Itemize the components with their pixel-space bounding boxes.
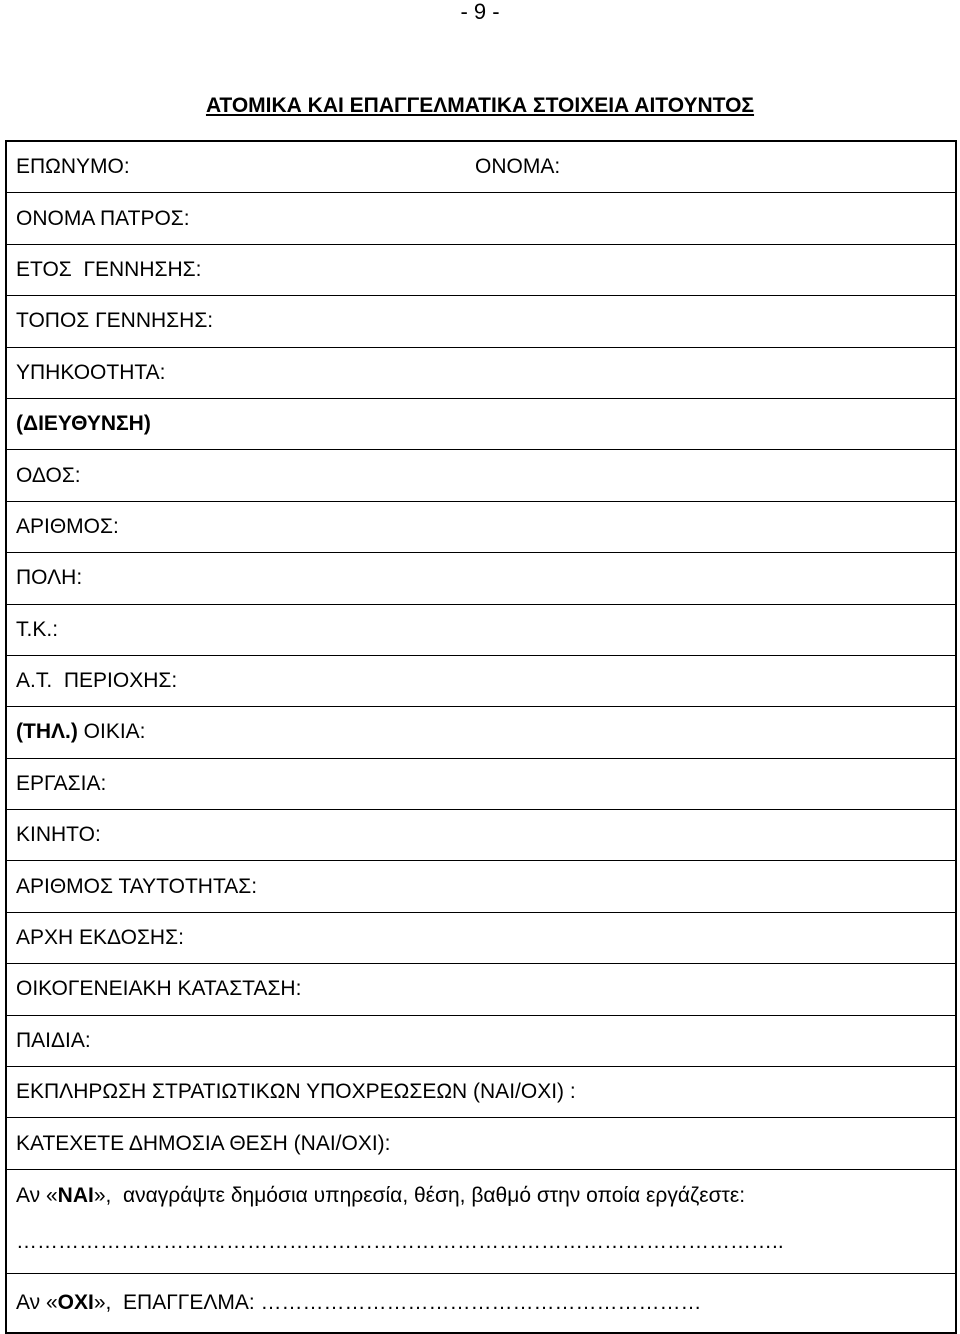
page-number: - 9 - bbox=[460, 0, 500, 24]
surname-row bbox=[7, 142, 955, 193]
children-label: ΠΑΙΔΙΑ: bbox=[16, 1028, 91, 1052]
number-label: ΑΡΙΘΜΟΣ: bbox=[16, 514, 119, 538]
phone-home-row bbox=[7, 707, 955, 758]
postal-code-label: Τ.Κ.: bbox=[16, 617, 59, 641]
phone-work-row bbox=[7, 759, 955, 810]
yes-keyword: ΝΑΙ bbox=[57, 1183, 94, 1207]
surname-label: ΕΠΩΝΥΜΟ: bbox=[16, 155, 130, 179]
no-keyword: ΟΧΙ bbox=[57, 1290, 94, 1314]
father-name-row bbox=[7, 193, 955, 244]
phone-home-label: ΟΙΚΙΑ: bbox=[77, 720, 146, 744]
postal-code-row bbox=[7, 605, 955, 656]
birth-year-row bbox=[7, 245, 955, 296]
document-title: ΑΤΟΜΙΚΑ ΚΑΙ ΕΠΑΓΓΕΛΜΑΤΙΚΑ ΣΤΟΙΧΕΙΑ ΑΙΤΟΥΝΤΟΣ bbox=[205, 94, 755, 117]
public-position-row bbox=[7, 1118, 955, 1169]
area-postal-label: Α.Τ. ΠΕΡΙΟΧΗΣ: bbox=[16, 669, 178, 693]
city-row bbox=[7, 553, 955, 604]
marital-status-row bbox=[7, 964, 955, 1015]
street-row bbox=[7, 450, 955, 501]
birth-year-label: ΕΤΟΣ ΓΕΝΝΗΣΗΣ: bbox=[16, 257, 202, 281]
no-suffix: », ΕΠΑΓΓΕΛΜΑ: ……………………………………………………… bbox=[93, 1290, 702, 1314]
yes-prefix: Αν « bbox=[16, 1183, 58, 1207]
area-postal-row bbox=[7, 656, 955, 707]
citizenship-label: ΥΠΗΚΟΟΤΗΤΑ: bbox=[16, 360, 166, 384]
yes-dots-line: ……………………………………………………………………………………………….. bbox=[16, 1229, 784, 1253]
citizenship-row bbox=[7, 348, 955, 399]
id-number-label: ΑΡΙΘΜΟΣ ΤΑΥΤΟΤΗΤΑΣ: bbox=[16, 874, 258, 898]
name-label: ΟΝΟΜΑ: bbox=[475, 155, 561, 179]
number-row bbox=[7, 502, 955, 553]
birth-place-label: ΤΟΠΟΣ ΓΕΝΝΗΣΗΣ: bbox=[16, 309, 214, 333]
issuing-authority-label: ΑΡΧΗ ΕΚΔΟΣΗΣ: bbox=[16, 926, 184, 950]
street-label: ΟΔΟΣ: bbox=[16, 463, 81, 487]
father-name-label: ΟΝΟΜΑ ΠΑΤΡΟΣ: bbox=[16, 206, 190, 230]
city-label: ΠΟΛΗ: bbox=[16, 566, 83, 590]
phone-mobile-row bbox=[7, 810, 955, 861]
id-number-row bbox=[7, 861, 955, 912]
applicant-form-table bbox=[5, 140, 957, 1334]
issuing-authority-row bbox=[7, 913, 955, 964]
yes-instruction bbox=[16, 1184, 955, 1208]
address-header-label: (ΔΙΕΥΘΥΝΣΗ) bbox=[16, 412, 151, 436]
phone-header-label: (ΤΗΛ.) bbox=[16, 720, 78, 744]
phone-mobile-label: ΚΙΝΗΤΟ: bbox=[16, 823, 101, 847]
phone-work-label: ΕΡΓΑΣΙΑ: bbox=[16, 771, 107, 795]
public-position-label: ΚΑΤΕΧΕΤΕ ΔΗΜΟΣΙΑ ΘΕΣΗ (ΝΑΙ/ΟΧΙ): bbox=[16, 1131, 391, 1155]
yes-suffix: », αναγράψτε δημόσια υπηρεσία, θέση, βαθμό στην οποία εργάζεστε: bbox=[93, 1183, 746, 1207]
no-prefix: Αν « bbox=[16, 1290, 58, 1314]
birth-place-row bbox=[7, 296, 955, 347]
marital-status-label: ΟΙΚΟΓΕΝΕΙΑΚΗ ΚΑΤΑΣΤΑΣΗ: bbox=[16, 977, 302, 1001]
profession-row bbox=[7, 1274, 955, 1332]
military-row bbox=[7, 1067, 955, 1118]
address-header-row bbox=[7, 399, 955, 450]
public-position-details-row bbox=[7, 1170, 955, 1274]
children-row bbox=[7, 1016, 955, 1067]
military-label: ΕΚΠΛΗΡΩΣΗ ΣΤΡΑΤΙΩΤΙΚΩΝ ΥΠΟΧΡΕΩΣΕΩΝ (ΝΑΙ/ΟΧΙ) : bbox=[16, 1080, 576, 1104]
